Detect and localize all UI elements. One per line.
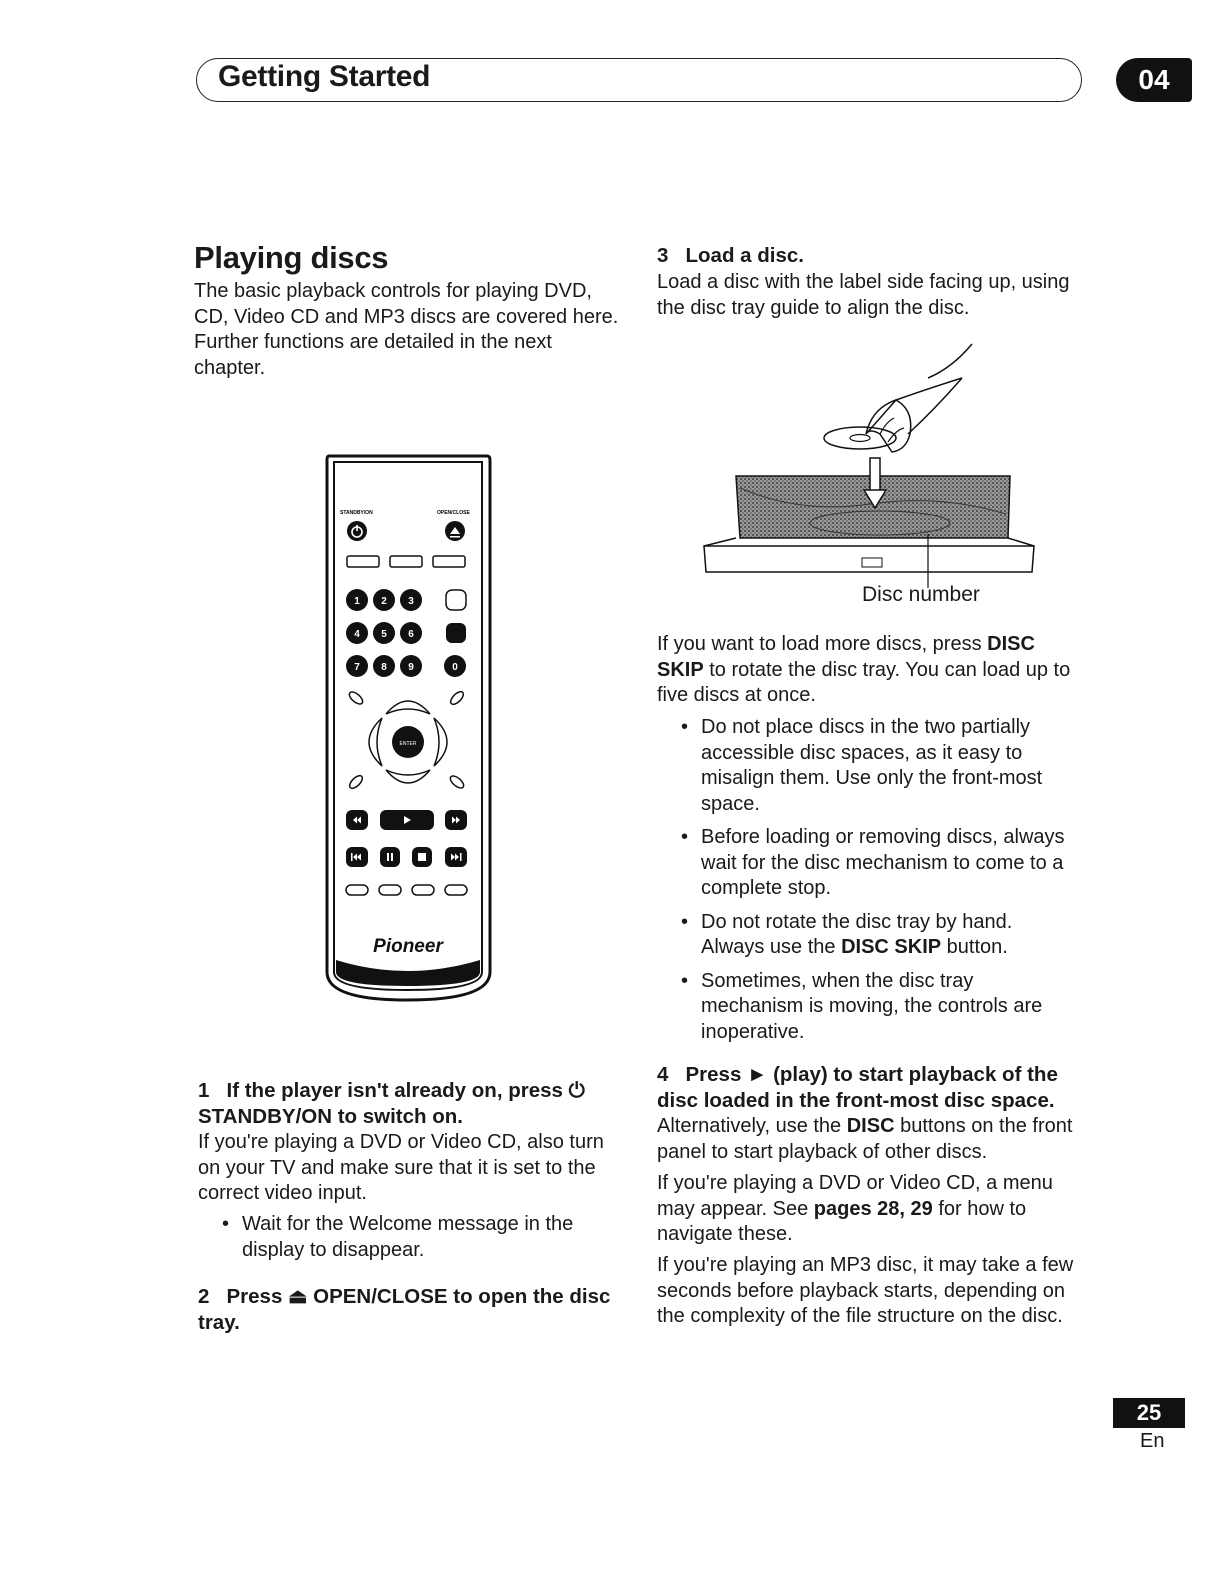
chapter-badge: 04: [1116, 58, 1192, 102]
svg-text:4: 4: [354, 629, 360, 640]
page-language: En: [1140, 1430, 1165, 1452]
step3-heading: 3 Load a disc.: [657, 244, 804, 267]
eject-icon: ⏏: [288, 1285, 308, 1308]
svg-text:6: 6: [408, 629, 414, 640]
play-icon: ►: [747, 1063, 768, 1086]
svg-text:9: 9: [408, 662, 414, 673]
step1-heading: 1 If the player isn't already on, press ⏻ STANDBY/ON to switch on.: [198, 1079, 585, 1128]
step3-body: Load a disc with the label side facing up, using the disc tray guide to align the disc.: [657, 271, 1070, 319]
standby-label: STANDBY/ON: [340, 510, 373, 516]
svg-text:1: 1: [354, 596, 360, 607]
open-close-label: OPEN/CLOSE: [437, 510, 470, 516]
section-heading: Playing discs: [194, 240, 389, 275]
section-intro: The basic playback controls for playing DVD, CD, Video CD and MP3 discs are covered here. Further functions are detailed in the next chapter.: [194, 280, 619, 379]
power-icon: ⏻: [568, 1079, 585, 1102]
svg-text:0: 0: [452, 662, 458, 673]
step3-after: If you want to load more discs, press DISC SKIP to rotate the disc tray. You can load up to five discs at once.: [657, 633, 1071, 706]
list-item: • Before loading or removing discs, always wait for the disc mechanism to come to a complete stop.: [677, 825, 1077, 902]
svg-text:3: 3: [408, 596, 414, 607]
step2-heading: 2 Press ⏏ OPEN/CLOSE to open the disc tray.: [198, 1285, 611, 1334]
step1-body: If you're playing a DVD or Video CD, also turn on your TV and make sure that it is set to the correct video input.: [198, 1131, 604, 1204]
step4-mp3: If you're playing an MP3 disc, it may take a few seconds before playback starts, depending on the complexity of the file structure on the disc.: [657, 1254, 1074, 1327]
step4-heading: 4 Press ► (play) to start playback of the disc loaded in the front-most disc space.: [657, 1063, 1058, 1112]
svg-text:ENTER: ENTER: [399, 741, 417, 747]
svg-text:2: 2: [381, 596, 387, 607]
step1-bullets: [218, 1212, 618, 1271]
pioneer-logo: Pioneer: [373, 936, 443, 957]
header-title: Getting Started: [218, 60, 431, 93]
svg-text:7: 7: [354, 662, 360, 673]
standby-button[interactable]: [347, 521, 367, 541]
step3-bullets: [677, 715, 1077, 1053]
enter-key[interactable]: [446, 623, 466, 643]
disc-tray-illustration: [700, 338, 1040, 588]
list-item: • Do not rotate the disc tray by hand. Always use the DISC SKIP button.: [677, 910, 1077, 961]
open-close-button[interactable]: [445, 521, 465, 541]
step4-menu: If you're playing a DVD or Video CD, a menu may appear. See pages 28, 29 for how to navigate these.: [657, 1172, 1053, 1245]
list-item: • Do not place discs in the two partially accessible disc spaces, as it easy to misalign them. Use only the front-most space.: [677, 715, 1077, 817]
list-item: • Sometimes, when the disc tray mechanism is moving, the controls are inoperative.: [677, 969, 1077, 1046]
svg-text:5: 5: [381, 629, 387, 640]
list-item: • Wait for the Welcome message in the display to disappear.: [218, 1212, 618, 1263]
remote-control-illustration: [324, 452, 494, 1004]
svg-text:8: 8: [381, 662, 387, 673]
step4-alt: Alternatively, use the DISC buttons on the front panel to start playback of other discs.: [657, 1115, 1073, 1163]
page-number: 25: [1113, 1398, 1185, 1428]
disc-number-caption: Disc number: [862, 583, 980, 606]
pause-button[interactable]: [380, 847, 400, 867]
